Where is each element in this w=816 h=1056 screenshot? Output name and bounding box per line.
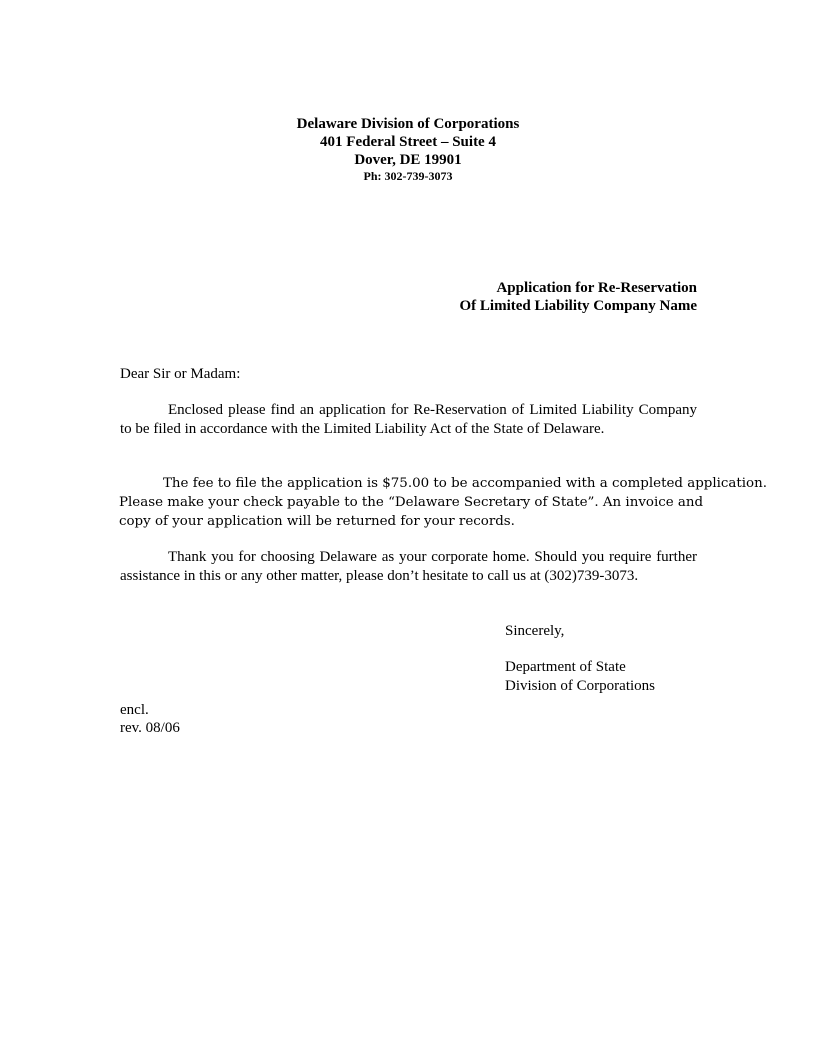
city-state-zip: Dover, DE 19901 bbox=[354, 152, 462, 168]
revision-note: rev. 08/06 bbox=[120, 720, 180, 736]
signature-department: Department of State bbox=[505, 659, 626, 675]
letterhead bbox=[0, 115, 816, 184]
paragraph-thanks: Thank you for choosing Delaware as your corporate home. Should you require further assistance in this or any other matter, please don’t hesitate to call us at (302)739-3073. bbox=[120, 549, 697, 584]
document-title bbox=[459, 279, 697, 315]
fee-line-1: The fee to file the application is $75.00 to be accompanied with a completed application. bbox=[163, 476, 767, 491]
title-line-2: Of Limited Liability Company Name bbox=[459, 298, 697, 314]
fee-line-2: Please make your check payable to the “Delaware Secretary of State”. An invoice and bbox=[119, 495, 704, 510]
signature-division: Division of Corporations bbox=[505, 678, 655, 694]
paragraph-enclosure: Enclosed please find an application for Re-Reservation of Limited Liability Company to be filed in accordance with the Limited Liability Act of the State of Delaware. bbox=[120, 402, 697, 437]
street-address: 401 Federal Street – Suite 4 bbox=[320, 134, 496, 150]
closing: Sincerely, bbox=[505, 623, 565, 639]
signature-block bbox=[505, 658, 655, 696]
title-line-1: Application for Re-Reservation bbox=[496, 280, 697, 296]
footer-notes bbox=[120, 701, 180, 737]
salutation: Dear Sir or Madam: bbox=[120, 366, 241, 382]
fee-line-3: copy of your application will be returned for your records. bbox=[119, 514, 515, 529]
organization-name: Delaware Division of Corporations bbox=[296, 116, 520, 132]
enclosure-note: encl. bbox=[120, 702, 149, 718]
paragraph-fee bbox=[119, 474, 767, 531]
phone-number: Ph: 302-739-3073 bbox=[363, 169, 453, 183]
